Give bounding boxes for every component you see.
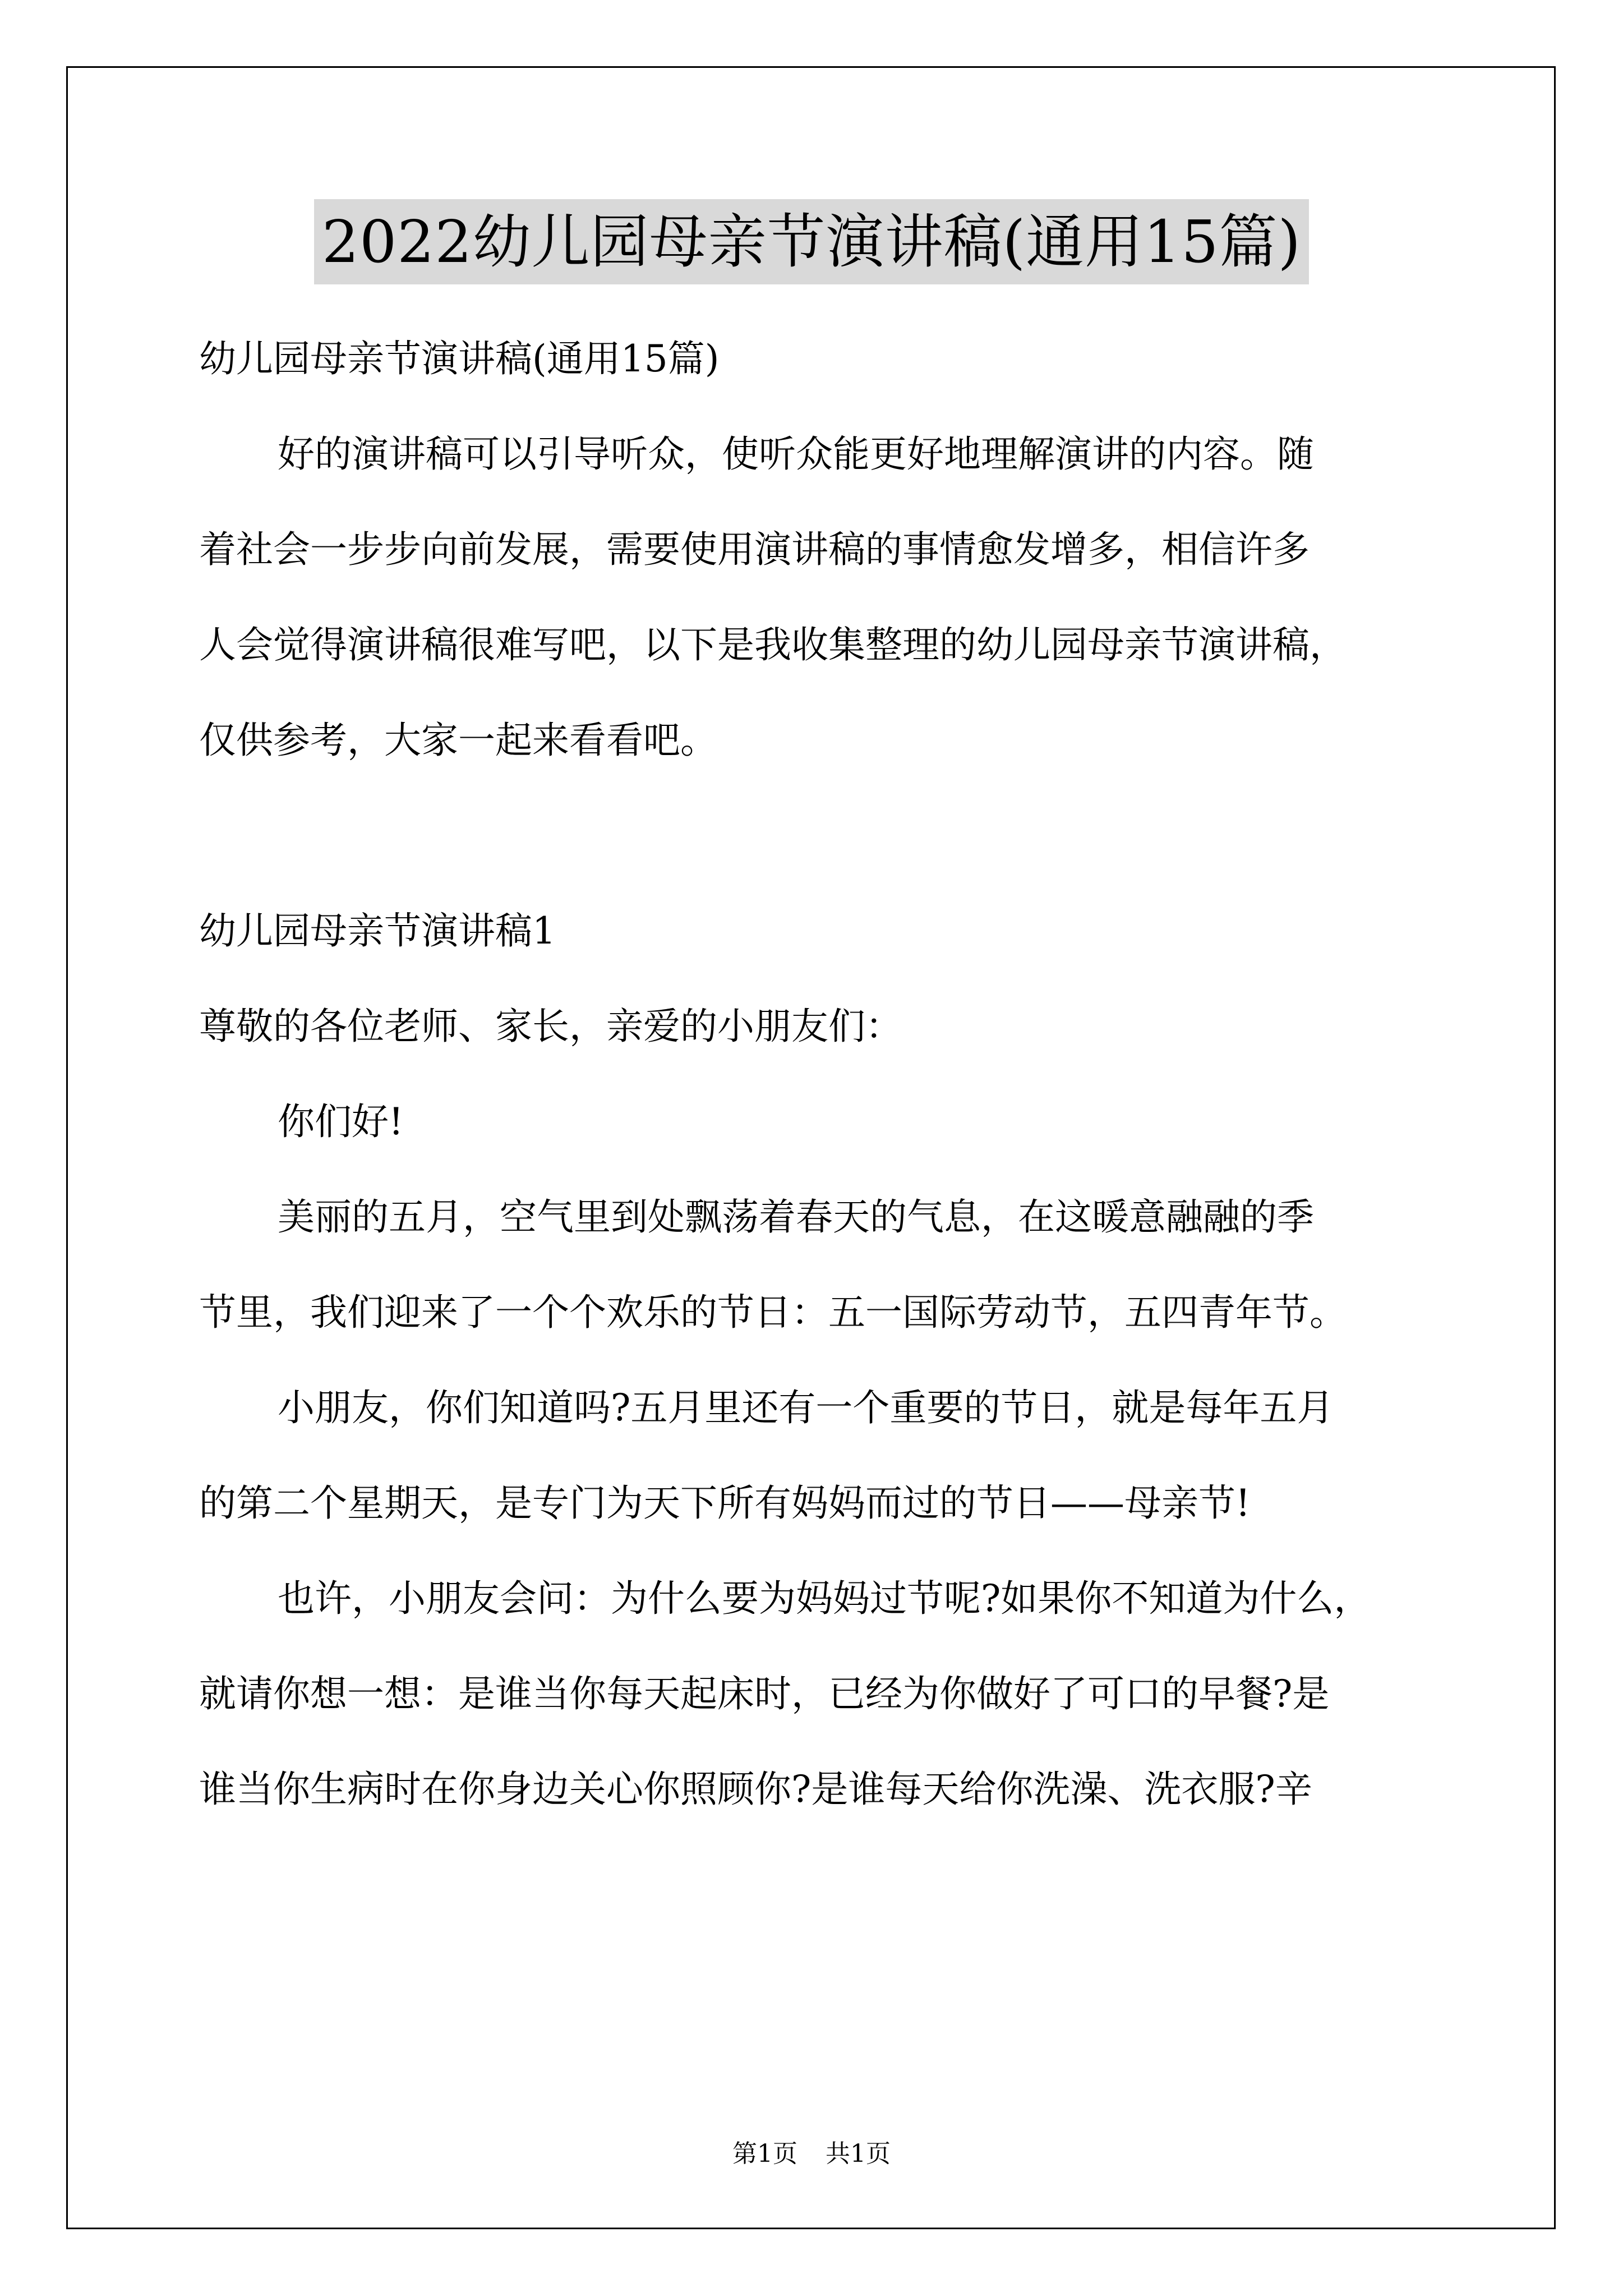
body-line: 节里，我们迎来了一个个欢乐的节日：五一国际劳动节，五四青年节。 bbox=[199, 1291, 1347, 1334]
page-total: 共1页 bbox=[826, 2139, 891, 2168]
body-line: 的第二个星期天，是专门为天下所有妈妈而过的节日——母亲节! bbox=[199, 1481, 1251, 1525]
page-footer bbox=[0, 2137, 1623, 2171]
body-line: 谁当你生病时在你身边关心你照顾你?是谁每天给你洗澡、洗衣服?辛 bbox=[199, 1768, 1312, 1811]
body-line: 美丽的五月，空气里到处飘荡着春天的气息，在这暖意融融的季 bbox=[278, 1195, 1314, 1239]
intro-line: 着社会一步步向前发展，需要使用演讲稿的事情愈发增多，相信许多 bbox=[199, 528, 1310, 571]
document-subtitle: 幼儿园母亲节演讲稿(通用15篇) bbox=[199, 337, 720, 380]
title-wrap bbox=[0, 199, 1623, 284]
document-body bbox=[199, 311, 1467, 1837]
body-line: 也许，小朋友会问：为什么要为妈妈过节呢?如果你不知道为什么， bbox=[278, 1577, 1371, 1620]
body-line: 就请你想一想：是谁当你每天起床时，已经为你做好了可口的早餐?是 bbox=[199, 1672, 1330, 1715]
intro-line: 仅供参考，大家一起来看看吧。 bbox=[199, 719, 717, 762]
document-title: 2022幼儿园母亲节演讲稿(通用15篇) bbox=[314, 199, 1309, 284]
paragraph-gap bbox=[199, 788, 1467, 884]
greeting: 你们好! bbox=[278, 1100, 404, 1143]
body-line: 小朋友，你们知道吗?五月里还有一个重要的节日，就是每年五月 bbox=[278, 1386, 1334, 1429]
intro-line: 好的演讲稿可以引导听众，使听众能更好地理解演讲的内容。随 bbox=[278, 432, 1314, 476]
intro-line: 人会觉得演讲稿很难写吧，以下是我收集整理的幼儿园母亲节演讲稿， bbox=[199, 623, 1347, 666]
salutation: 尊敬的各位老师、家长，亲爱的小朋友们： bbox=[199, 1005, 902, 1048]
section-heading: 幼儿园母亲节演讲稿1 bbox=[199, 909, 556, 953]
page-number: 第1页 bbox=[732, 2139, 797, 2168]
